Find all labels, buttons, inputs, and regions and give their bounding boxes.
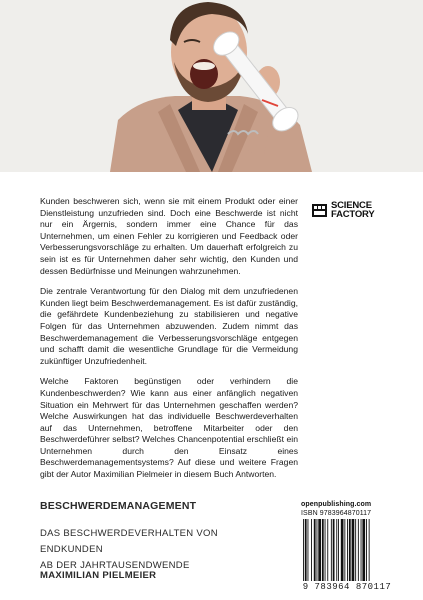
blurb-paragraph-1: Kunden beschweren sich, wenn sie mit einem Produkt oder einer Dienstleistung unzufrieden sind. Doch eine Beschwerde ist nicht nur ein Ärgernis, sondern immer eine Chance für das Unternehmen, um einen Fehler zu korrigieren und Feedback oder Verbesserungsvorschläge zu erhalten. Um dauerhaft erfolgreich zu sein ist es für Unternehmen daher sehr wichtig, den Kunden und dessen Bedürfnisse und Meinungen wahrzunehmen. [40,196,298,276]
subtitle-line-1: DAS BESCHWERDEVERHALTEN VON ENDKUNDEN [40,528,218,555]
book-title: BESCHWERDEMANAGEMENT [40,500,197,512]
isbn-number: ISBN 9783964870117 [301,510,372,517]
logo-line-1: SCIENCE [331,199,372,211]
logo-wordmark [331,201,374,220]
logo-line-2: FACTORY [331,209,375,220]
author-name: MAXIMILIAN PIELMEIER [40,570,157,581]
science-factory-logo [312,197,392,223]
science-factory-logo-icon [312,203,327,218]
angry-man-phone-photo [0,0,423,172]
book-subtitle [40,526,280,574]
barcode-digits: 9 783964 870117 [297,582,397,592]
back-cover-blurb [40,196,298,490]
publisher-url: openpublishing.com [301,501,372,508]
blurb-paragraph-2: Die zentrale Verantwortung für den Dialog mit dem unzufriedenen Kunden liegt beim Beschwerdemanagement. Es ist dafür zuständig, die gefährdete Kundenbeziehung zu stabilisieren und negative Folgen für das Unternehmen abzuwenden. Zudem nimmt das Beschwerdemanagement die Verbesserungsvorschläge entgegen und schafft damit die wesentliche Grundlage für die Vermeidung zukünftiger Unzufriedenheit. [40,286,298,366]
subtitle-line-2: AB DER JAHRTAUSENDWENDE [40,560,190,571]
blurb-paragraph-3: Welche Faktoren begünstigen oder verhindern die Kundenbeschwerden? Wie kann aus einer anfänglich negativen Situation ein Mehrwert für das Unternehmen geschaffen werden? Welche Auswirkungen hat das individuelle Beschwerdeverhalten auf das Unternehmen, betroffene Mitarbeiter oder den Beschwerdeführer selbst? Welches Chancenpotential erschließt ein Unternehmen durch den Einsatz eines Beschwerdemanagementsystems? Auf diese und weitere Fragen gibt der Autor Maximilian Pielmeier in diesem Buch Antworten. [40,376,298,480]
cover-photo [0,0,423,172]
